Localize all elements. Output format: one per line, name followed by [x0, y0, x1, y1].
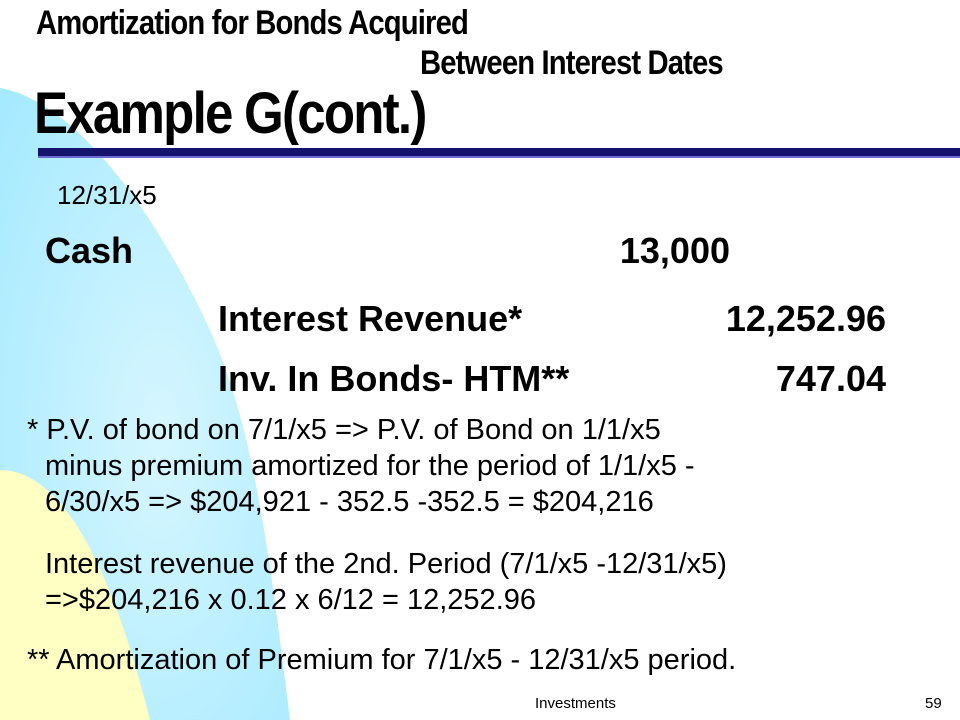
- footnote-line: ** Amortization of Premium for 7/1/x5 - 12/31/x5 period.: [27, 644, 737, 676]
- footer-label: Investments: [535, 695, 616, 712]
- credit-account: Inv. In Bonds- HTM**: [218, 358, 570, 399]
- footnote-line: minus premium amortized for the period of 1/1/x5 -: [45, 450, 695, 482]
- title-rule-highlight: [38, 156, 960, 158]
- debit-account: Cash: [45, 230, 134, 271]
- credit-account: Interest Revenue*: [218, 298, 523, 339]
- footnote-line: * P.V. of bond on 7/1/x5 => P.V. of Bond on 1/1/x5: [27, 414, 661, 446]
- page-number: 59: [925, 695, 942, 712]
- credit-amount: 12,252.96: [725, 298, 886, 339]
- footnote-line: Interest revenue of the 2nd. Period (7/1/x5 -12/31/x5): [45, 548, 727, 580]
- entry-date: 12/31/x5: [57, 180, 157, 210]
- title-rule: [38, 148, 960, 156]
- footnote-line: 6/30/x5 => $204,921 - 352.5 -352.5 = $204,216: [45, 486, 654, 518]
- credit-amount: 747.04: [775, 358, 886, 399]
- debit-amount: 13,000: [619, 230, 730, 271]
- title-line-1: Amortization for Bonds Acquired: [36, 4, 468, 42]
- title-line-2: Between Interest Dates: [420, 44, 723, 82]
- footnote-line: =>$204,216 x 0.12 x 6/12 = 12,252.96: [45, 584, 537, 616]
- page-title: Example G(cont.): [34, 81, 426, 146]
